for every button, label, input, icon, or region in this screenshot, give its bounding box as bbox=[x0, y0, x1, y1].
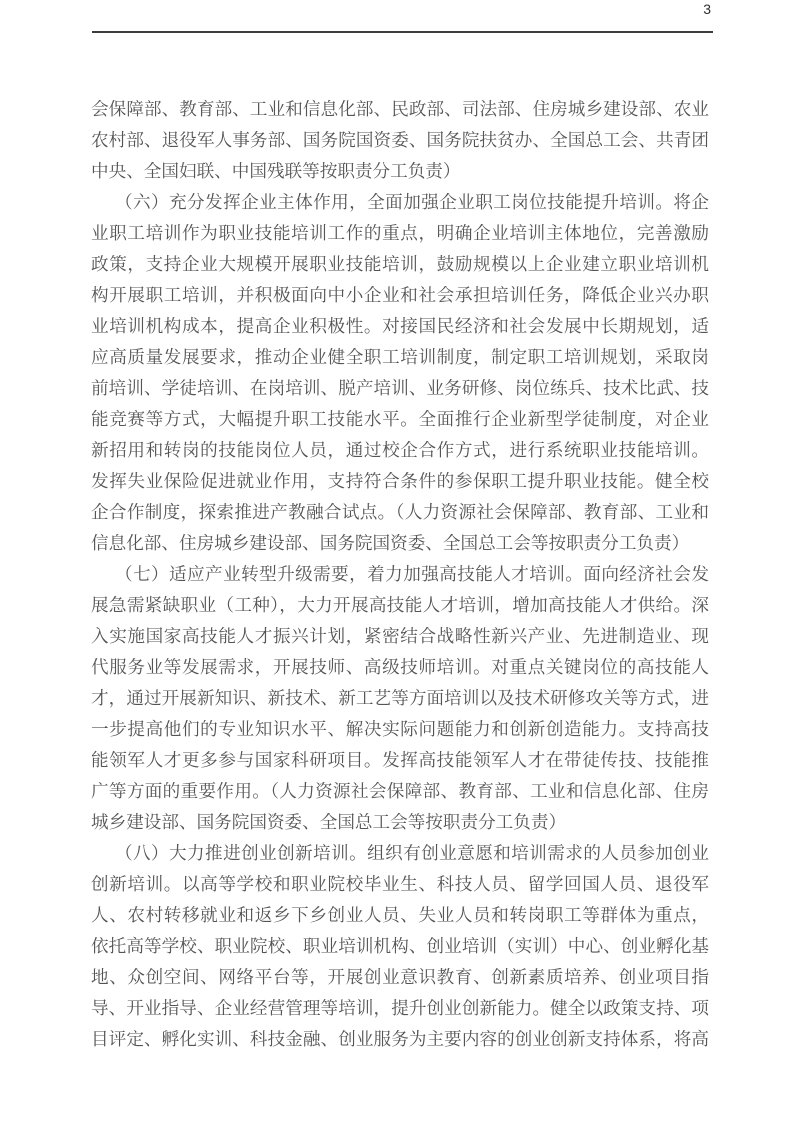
text-line: 业培训机构成本，提高企业积极性。对接国民经济和社会发展中长期规划，适 bbox=[91, 316, 709, 336]
text-line: 企合作制度，探索推进产教融合试点。（人力资源社会保障部、教育部、工业和 bbox=[91, 502, 709, 522]
text-line: 一步提高他们的专业知识水平、解决实际问题能力和创新创造能力。支持高技 bbox=[91, 719, 709, 739]
text-line: 新招用和转岗的技能岗位人员，通过校企合作方式，进行系统职业技能培训。 bbox=[91, 440, 709, 460]
header-rule bbox=[92, 31, 713, 33]
text-line: 中央、全国妇联、中国残联等按职责分工负责） bbox=[91, 161, 461, 181]
text-line: 入实施国家高技能人才振兴计划，紧密结合战略性新兴产业、先进制造业、现 bbox=[91, 626, 709, 646]
text-line: 前培训、学徒培训、在岗培训、脱产培训、业务研修、岗位练兵、技术比武、技 bbox=[91, 378, 709, 398]
text-line: 信息化部、住房城乡建设部、国务院国资委、全国总工会等按职责分工负责） bbox=[91, 533, 690, 553]
text-line: 发挥失业保险促进就业作用，支持符合条件的参保职工提升职业技能。健全校 bbox=[91, 471, 709, 491]
paragraph bbox=[91, 838, 709, 1055]
text-line: 城乡建设部、国务院国资委、全国总工会等按职责分工负责） bbox=[91, 812, 567, 832]
text-line: 目评定、孵化实训、科技金融、创业服务为主要内容的创业创新支持体系，将高 bbox=[91, 1029, 709, 1049]
text-line: 地、众创空间、网络平台等，开展创业意识教育、创新素质培养、创业项目指 bbox=[91, 967, 709, 987]
text-line: 能领军人才更多参与国家科研项目。发挥高技能领军人才在带徒传技、技能推 bbox=[91, 750, 709, 770]
paragraph bbox=[91, 559, 709, 838]
text-line: 业职工培训作为职业技能培训工作的重点，明确企业培训主体地位，完善激励 bbox=[91, 223, 709, 243]
text-line: 农村部、退役军人事务部、国务院国资委、国务院扶贫办、全国总工会、共青团 bbox=[91, 130, 709, 150]
text-line: 依托高等学校、职业院校、职业培训机构、创业培训（实训）中心、创业孵化基 bbox=[91, 936, 709, 956]
text-line: 才，通过开展新知识、新技术、新工艺等方面培训以及技术研修攻关等方式，进 bbox=[91, 688, 709, 708]
text-line: 会保障部、教育部、工业和信息化部、民政部、司法部、住房城乡建设部、农业 bbox=[91, 99, 709, 119]
text-line: 广等方面的重要作用。（人力资源社会保障部、教育部、工业和信息化部、住房 bbox=[91, 781, 709, 801]
text-line: 政策，支持企业大规模开展职业技能培训，鼓励规模以上企业建立职业培训机 bbox=[91, 254, 709, 274]
text-line: 人、农村转移就业和返乡下乡创业人员、失业人员和转岗职工等群体为重点， bbox=[91, 905, 709, 925]
text-line: 导、开业指导、企业经营管理等培训，提升创业创新能力。健全以政策支持、项 bbox=[91, 998, 709, 1018]
text-line: 构开展职工培训，并积极面向中小企业和社会承担培训任务，降低企业兴办职 bbox=[91, 285, 709, 305]
paragraph bbox=[91, 187, 709, 559]
text-line: （六）充分发挥企业主体作用，全面加强企业职工岗位技能提升培训。将企 bbox=[115, 192, 709, 212]
text-line: 创新培训。以高等学校和职业院校毕业生、科技人员、留学回国人员、退役军 bbox=[91, 874, 709, 894]
text-line: （七）适应产业转型升级需要，着力加强高技能人才培训。面向经济社会发 bbox=[115, 564, 709, 584]
text-line: 展急需紧缺职业（工种），大力开展高技能人才培训，增加高技能人才供给。深 bbox=[91, 595, 709, 615]
document-body bbox=[91, 94, 709, 1055]
text-line: 应高质量发展要求，推动企业健全职工培训制度，制定职工培训规划，采取岗 bbox=[91, 347, 709, 367]
page-number: 3 bbox=[703, 1, 711, 17]
text-line: （八）大力推进创业创新培训。组织有创业意愿和培训需求的人员参加创业 bbox=[115, 843, 709, 863]
text-line: 代服务业等发展需求，开展技师、高级技师培训。对重点关键岗位的高技能人 bbox=[91, 657, 709, 677]
text-line: 能竞赛等方式，大幅提升职工技能水平。全面推行企业新型学徒制度，对企业 bbox=[91, 409, 709, 429]
paragraph bbox=[91, 94, 709, 187]
